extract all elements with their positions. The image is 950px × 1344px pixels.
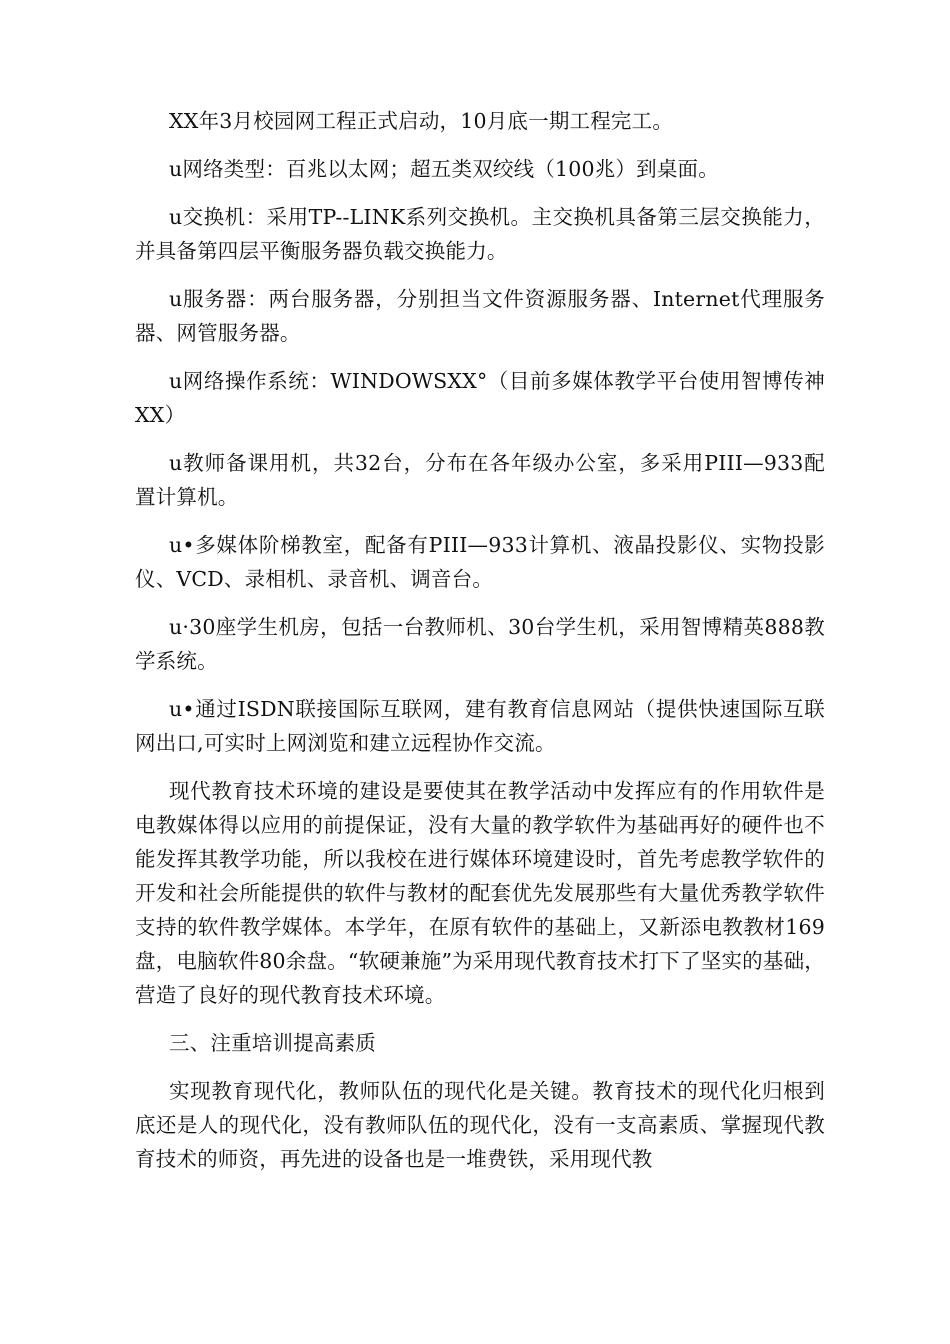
paragraph-education-environment: 现代教育技术环境的建设是要使其在教学活动中发挥应有的作用软件是电教媒体得以应用的前提保证，没有大量的教学软件为基础再好的硬件也不能发挥其教学功能，所以我校在进行媒体环境建设时，首先考虑教学软件的开发和社会所能提供的软件与教材的配套优先发展那些有大量优秀教学软件支持的软件教学媒体。本学年，在原有软件的基础上，又新添电教教材169盘，电脑软件80余盘。“软硬兼施”为采用现代教育技术打下了坚实的基础，营造了良好的现代教育技术环境。 xyxy=(135,779,825,1007)
document-body xyxy=(135,104,825,1190)
paragraph-project-start: XX年3月校园网工程正式启动，10月底一期工程完工。 xyxy=(169,109,674,133)
section-heading-training: 三、注重培训提高素质 xyxy=(169,1031,376,1055)
paragraph-student-lab: u·30座学生机房，包括一台教师机、30台学生机，采用智博精英888教学系统。 xyxy=(135,615,825,673)
paragraph-isdn: u•通过ISDN联接国际互联网，建有教育信息网站（提供快速国际互联网出口,可实时上网浏览和建立远程协作交流。 xyxy=(135,697,825,755)
paragraph-multimedia-classroom: u•多媒体阶梯教室，配备有PIII—933计算机、液晶投影仪、实物投影仪、VCD、录相机、录音机、调音台。 xyxy=(135,533,825,591)
paragraph-switch: u交换机：采用TP--LINK系列交换机。主交换机具备第三层交换能力，并具备第四层平衡服务器负载交换能力。 xyxy=(135,205,825,263)
paragraph-teacher-modernization: 实现教育现代化，教师队伍的现代化是关键。教育技术的现代化归根到底还是人的现代化，没有教师队伍的现代化，没有一支高素质、掌握现代教育技术的师资，再先进的设备也是一堆费铁，采用现代教 xyxy=(135,1079,825,1171)
paragraph-server: u服务器：两台服务器，分别担当文件资源服务器、Internet代理服务器、网管服务器。 xyxy=(135,287,825,345)
paragraph-teacher-computers: u教师备课用机，共32台，分布在各年级办公室，多采用PIII—933配置计算机。 xyxy=(135,451,825,509)
paragraph-network-type: u网络类型：百兆以太网；超五类双绞线（100兆）到桌面。 xyxy=(169,157,719,181)
paragraph-network-os: u网络操作系统：WINDOWSXX°（目前多媒体教学平台使用智博传神XX） xyxy=(135,369,825,427)
